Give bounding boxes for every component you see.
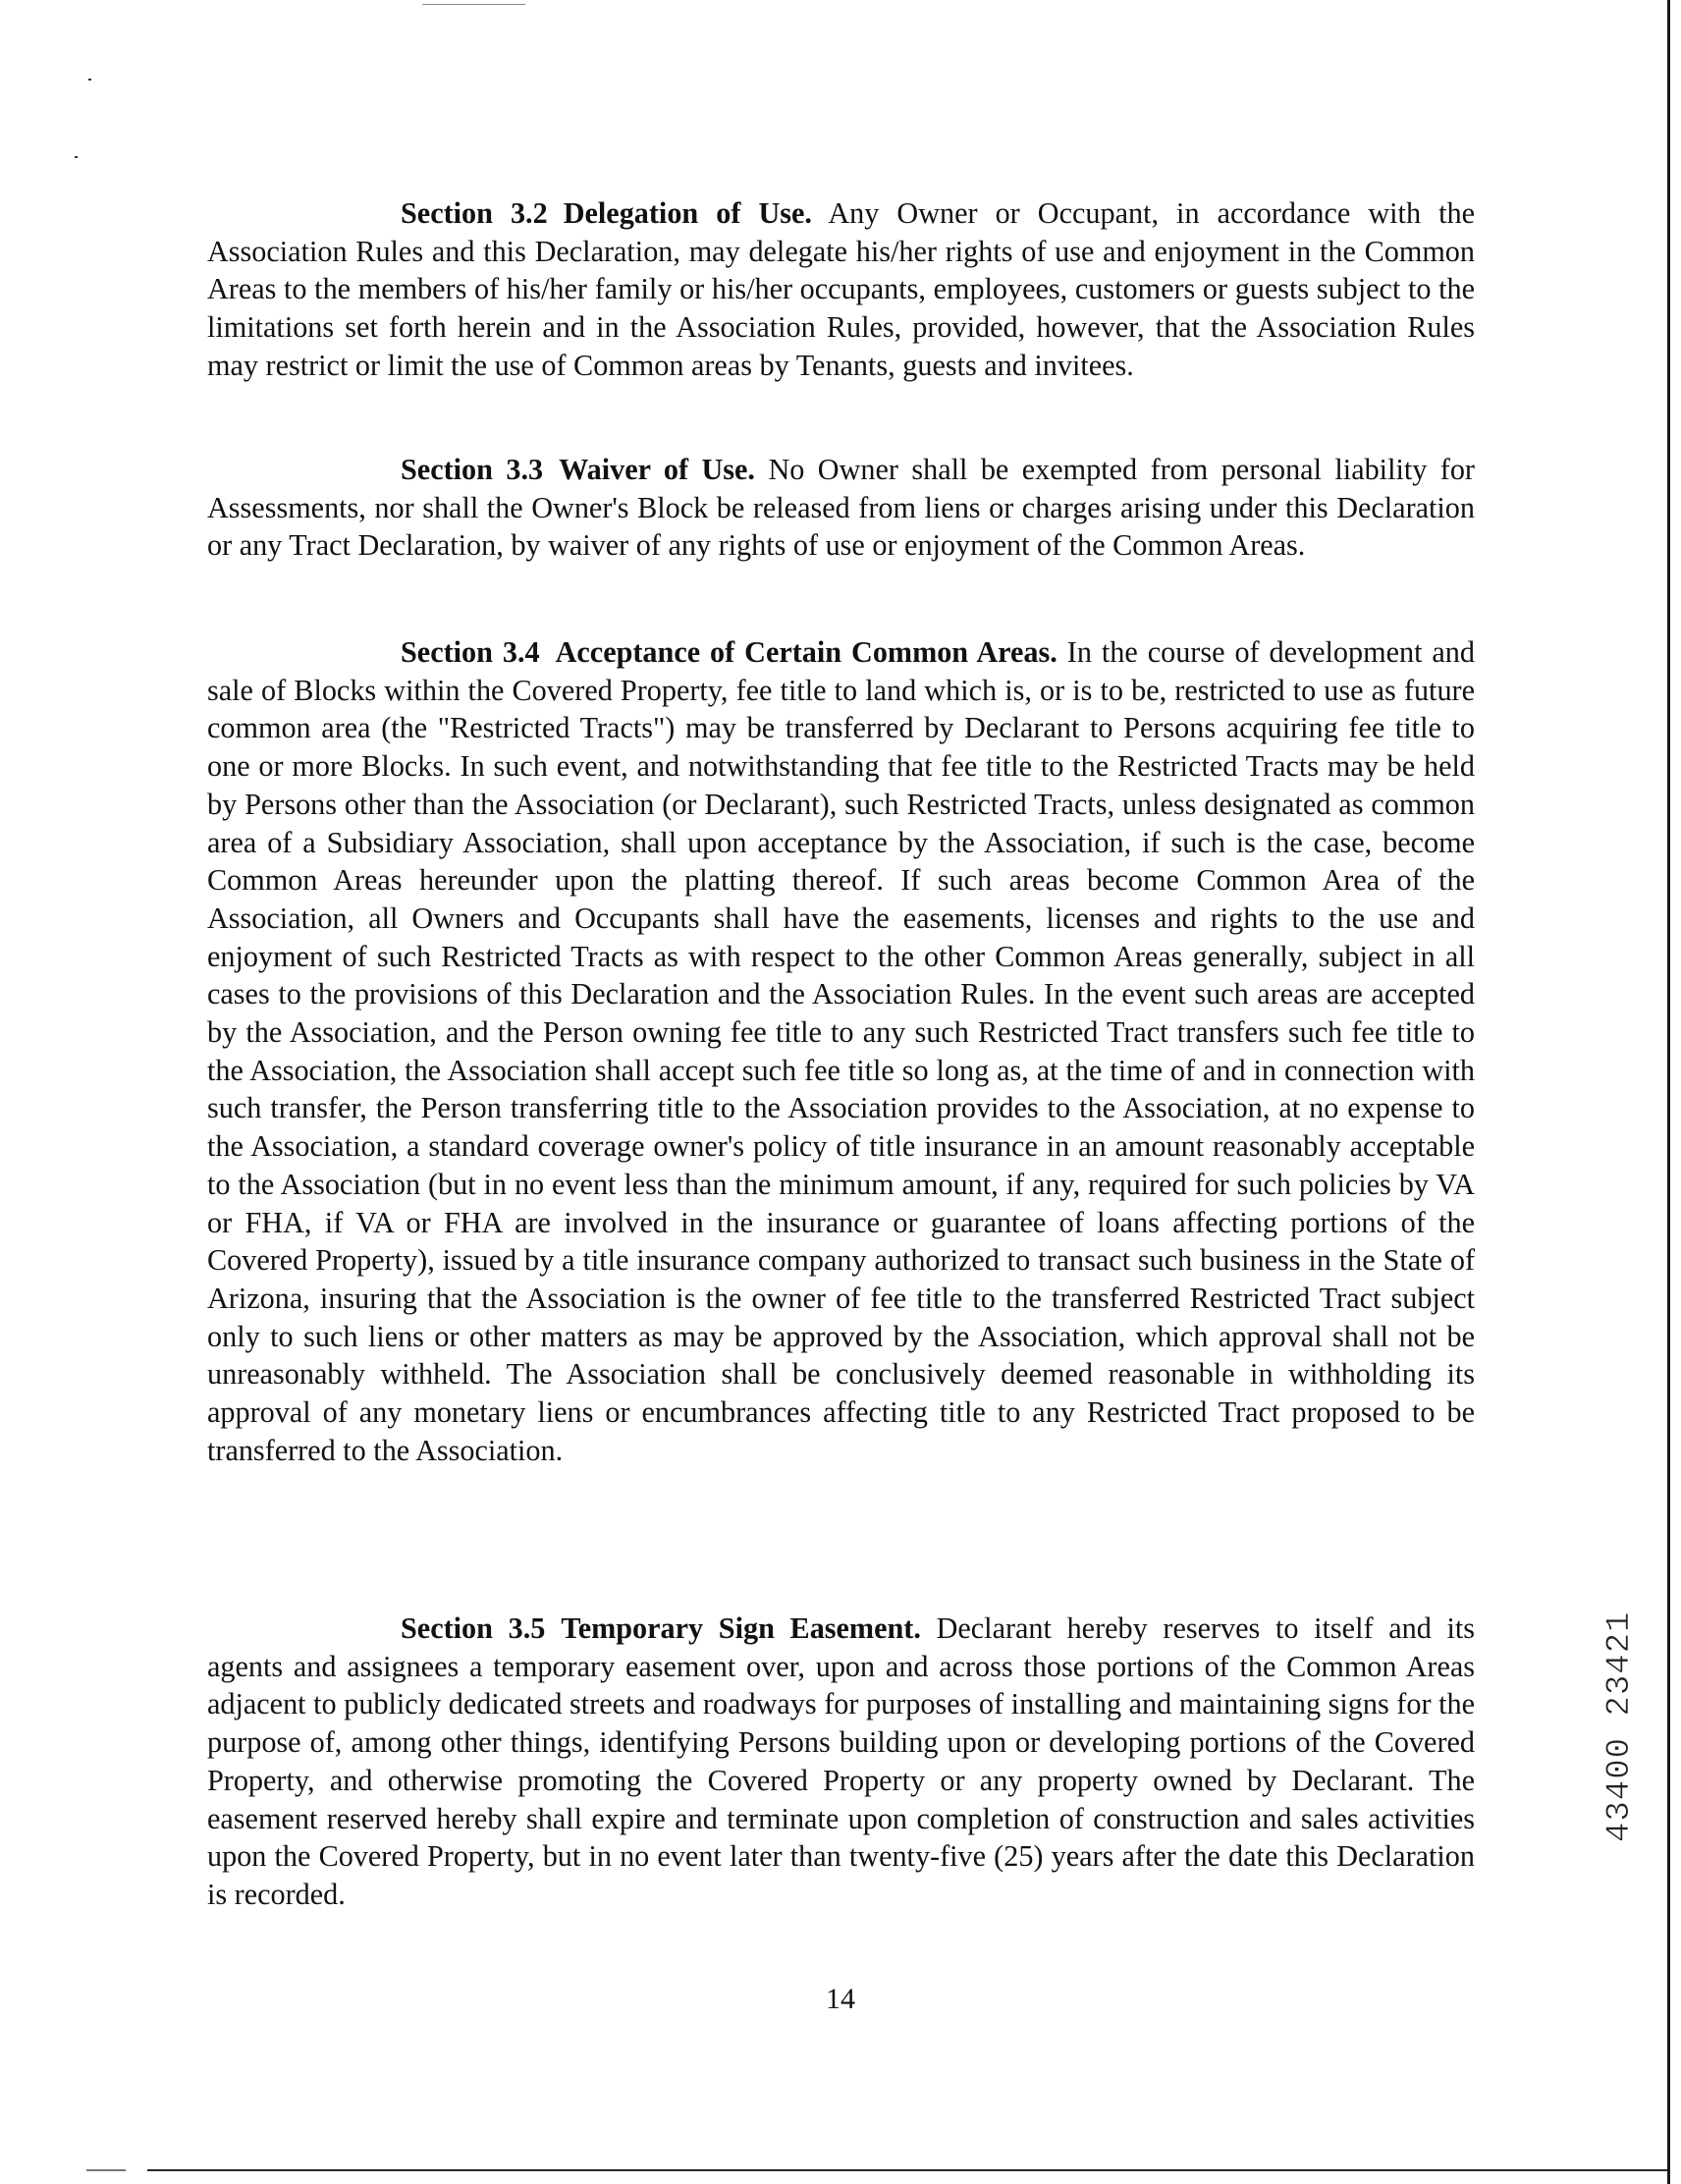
- section-body: No Owner shall be exempted from personal liability for Assessments, nor shall the Owner's Block be released from liens or charges arising under this Declaration or any Tract Declaration, by waiver of any rights of use or enjoyment of the Common Areas.: [207, 453, 1475, 563]
- section-3-3: [207, 451, 1475, 565]
- section-title: Acceptance of Certain Common Areas.: [555, 635, 1057, 669]
- section-number: Section 3.4: [401, 635, 540, 669]
- section-body: Declarant hereby reserves to itself and its agents and assignees a temporary easement over, upon and across those portions of the Common Areas adjacent to publicly dedicated streets and roadways for purposes of installing and maintaining signs for the purpose of, among other things, identifying Persons building upon or developing portions of the Covered Property, and otherwise promoting the Covered Property or any property owned by Declarant. The easement reserved hereby shall expire and terminate upon completion of construction and sales activities upon the Covered Property, but in no event later than twenty-five (25) years after the date this Declaration is recorded.: [207, 1611, 1475, 1911]
- section-body: Any Owner or Occupant, in accordance with the Association Rules and this Declaration, may delegate his/her rights of use and enjoyment in the Common Areas to the members of his/her family or his/her occupants, employees, customers or guests subject to the limitations set forth herein and in the Association Rules, provided, however, that the Association Rules may restrict or limit the use of Common areas by Tenants, guests and invitees.: [207, 196, 1475, 382]
- section-number: Section 3.5: [401, 1611, 546, 1645]
- scan-border-right: [1667, 0, 1670, 2184]
- section-number: Section 3.3: [401, 453, 544, 486]
- section-number: Section 3.2: [401, 196, 548, 230]
- page-number: 14: [826, 1983, 855, 2015]
- section-title: Delegation of Use.: [563, 196, 812, 230]
- recording-number-stamp: [1603, 1581, 1637, 1842]
- scan-speck: [75, 156, 78, 158]
- section-title: Waiver of Use.: [559, 453, 755, 486]
- section-3-4: [207, 633, 1475, 1469]
- section-title: Temporary Sign Easement.: [561, 1611, 921, 1645]
- section-3-2: [207, 194, 1475, 385]
- section-3-5: [207, 1610, 1475, 1914]
- recording-number-text: 43400 23421: [1601, 1611, 1639, 1842]
- scan-border-bottom: [147, 2169, 1667, 2171]
- scan-artifact: [422, 4, 525, 5]
- scan-speck: [88, 79, 91, 81]
- scan-border-bottom-fragment: [86, 2169, 126, 2171]
- section-body: In the course of development and sale of Blocks within the Covered Property, fee title to land which is, or is to be, restricted to use as future common area (the "Restricted Tracts") may be transferred by Declarant to Persons acquiring fee title to one or more Blocks. In such event, and notwithstanding that fee title to the Restricted Tracts may be held by Persons other than the Association (or Declarant), such Restricted Tracts, unless designated as common area of a Subsidiary Association, shall upon acceptance by the Association, if such is the case, become Common Areas hereunder upon the platting thereof. If such areas become Common Area of the Association, all Owners and Occupants shall have the easements, licenses and rights to the use and enjoyment of such Restricted Tracts as with respect to the other Common Areas generally, subject in all cases to the provisions of this Declaration and the Association Rules. In the event such areas are accepted by the Association, and the Person owning fee title to any such Restricted Tract transfers such fee title to the Association, the Association shall accept such fee title so long as, at the time of and in connection with such transfer, the Person transferring title to the Association provides to the Association, at no expense to the Association, a standard coverage owner's policy of title insurance in an amount reasonably acceptable to the Association (but in no event less than the minimum amount, if any, required for such policies by VA or FHA, if VA or FHA are involved in the insurance or guarantee of loans affecting portions of the Covered Property), issued by a title insurance company authorized to transact such business in the State of Arizona, insuring that the Association is the owner of fee title to the transferred Restricted Tract subject only to such liens or other matters as may be approved by the Association, which approval shall not be unreasonably withheld. The Association shall be conclusively deemed reasonable in withholding its approval of any monetary liens or encumbrances affecting title to any Restricted Tract proposed to be transferred to the Association.: [207, 635, 1475, 1467]
